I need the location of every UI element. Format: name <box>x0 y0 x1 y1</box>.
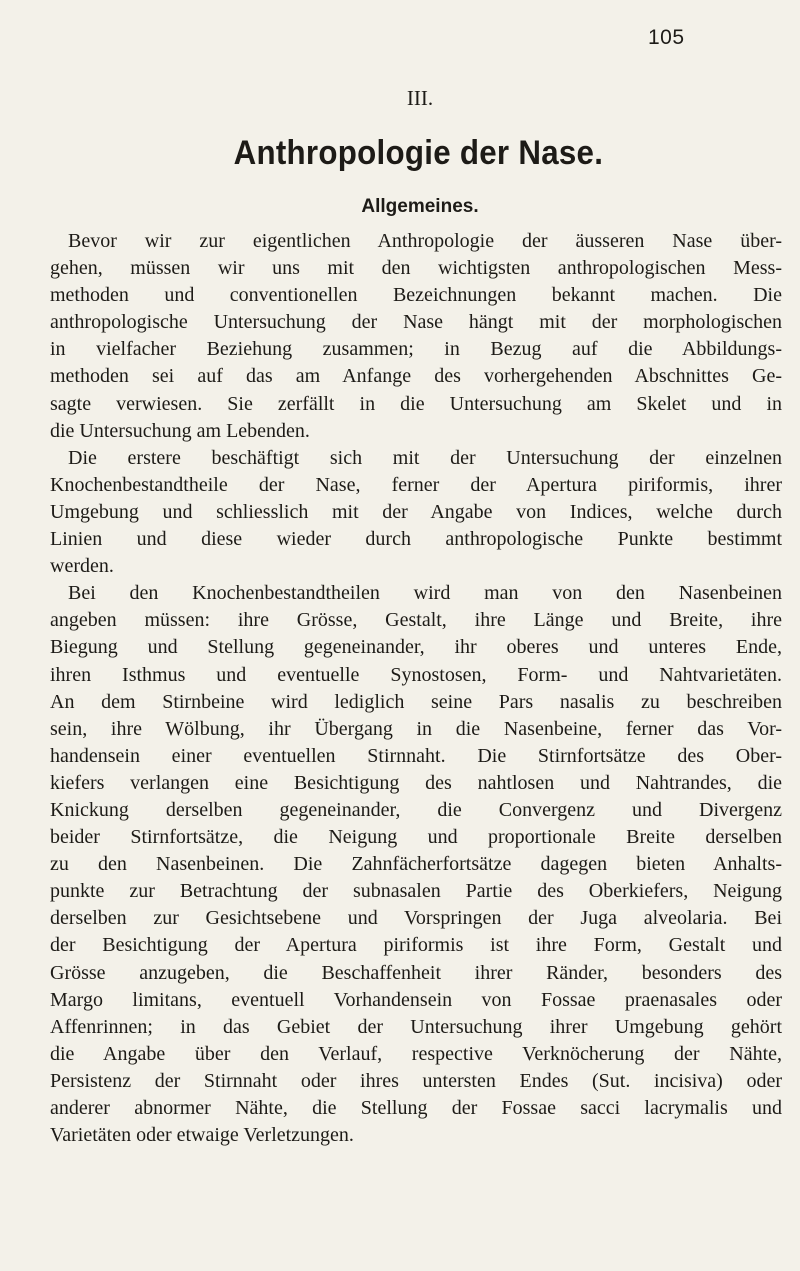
text-line: Umgebung und schliesslich mit der Angabe von Indices, welche durch <box>50 500 782 523</box>
text-line: Grösse anzugeben, die Beschaffenheit ihrer Ränder, besonders des <box>50 961 782 984</box>
text-line: Affenrinnen; in das Gebiet der Untersuchung ihrer Umgebung gehört <box>50 1015 782 1038</box>
page-number: 105 <box>648 26 685 49</box>
text-line: An dem Stirnbeine wird lediglich seine Pars nasalis zu beschreiben <box>50 690 782 713</box>
text-line: angeben müssen: ihre Grösse, Gestalt, ihre Länge und Breite, ihre <box>50 609 782 632</box>
body-text <box>50 228 782 1149</box>
text-line: die Untersuchung am Lebenden. <box>50 419 310 442</box>
chapter-number: III. <box>406 86 434 110</box>
text-line: Varietäten oder etwaige Verletzungen. <box>50 1124 354 1147</box>
text-line: Die erstere beschäftigt sich mit der Untersuchung der einzelnen <box>68 446 782 469</box>
text-line: methoden und conventionellen Bezeichnungen bekannt machen. Die <box>50 284 782 307</box>
text-line: Biegung und Stellung gegeneinander, ihr oberes und unteres Ende, <box>50 636 782 659</box>
text-line: methoden sei auf das am Anfange des vorhergehenden Abschnittes Ge- <box>50 365 782 388</box>
text-line: Knickung derselben gegeneinander, die Convergenz und Divergenz <box>50 798 782 821</box>
text-line: in vielfacher Beziehung zusammen; in Bezug auf die Abbildungs- <box>50 338 782 361</box>
text-line: der Besichtigung der Apertura piriformis ist ihre Form, Gestalt und <box>50 934 782 957</box>
text-line: kiefers verlangen eine Besichtigung des nahtlosen und Nahtrandes, die <box>50 771 782 794</box>
text-line: gehen, müssen wir uns mit den wichtigsten anthropologischen Mess- <box>50 257 782 280</box>
text-line: sagte verwiesen. Sie zerfällt in die Untersuchung am Skelet und in <box>50 392 782 415</box>
text-line: werden. <box>50 555 114 578</box>
text-line: Bei den Knochenbestandtheilen wird man von den Nasenbeinen <box>68 582 782 605</box>
text-line: Persistenz der Stirnnaht oder ihres untersten Endes (Sut. incisiva) oder <box>50 1069 782 1092</box>
text-line: sein, ihre Wölbung, ihr Übergang in die Nasenbeine, ferner das Vor- <box>50 717 782 740</box>
text-line: derselben zur Gesichtsebene und Vorspringen der Juga alveolaria. Bei <box>50 907 782 930</box>
text-line: Knochenbestandtheile der Nase, ferner der Apertura piriformis, ihrer <box>50 473 782 496</box>
section-title: Allgemeines. <box>361 196 479 217</box>
text-line: handensein einer eventuellen Stirnnaht. Die Stirnfortsätze des Ober- <box>50 744 782 767</box>
text-line: anthropologische Untersuchung der Nase hängt mit der morphologischen <box>50 311 782 334</box>
text-line: beider Stirnfortsätze, die Neigung und proportionale Breite derselben <box>50 826 782 849</box>
text-line: Linien und diese wieder durch anthropologische Punkte bestimmt <box>50 528 782 551</box>
chapter-title: Anthropologie der Nase. <box>233 134 604 172</box>
text-line: zu den Nasenbeinen. Die Zahnfächerfortsätze dagegen bieten Anhalts- <box>50 853 782 876</box>
text-line: punkte zur Betrachtung der subnasalen Partie des Oberkiefers, Neigung <box>50 880 782 903</box>
text-line: anderer abnormer Nähte, die Stellung der Fossae sacci lacrymalis und <box>50 1097 782 1119</box>
text-line: Bevor wir zur eigentlichen Anthropologie der äusseren Nase über- <box>68 230 782 252</box>
text-line: ihren Isthmus und eventuelle Synostosen, Form- und Nahtvarietäten. <box>50 663 782 686</box>
text-line: die Angabe über den Verlauf, respective Verknöcherung der Nähte, <box>50 1042 782 1065</box>
text-line: Margo limitans, eventuell Vorhandensein von Fossae praenasales oder <box>50 988 782 1011</box>
